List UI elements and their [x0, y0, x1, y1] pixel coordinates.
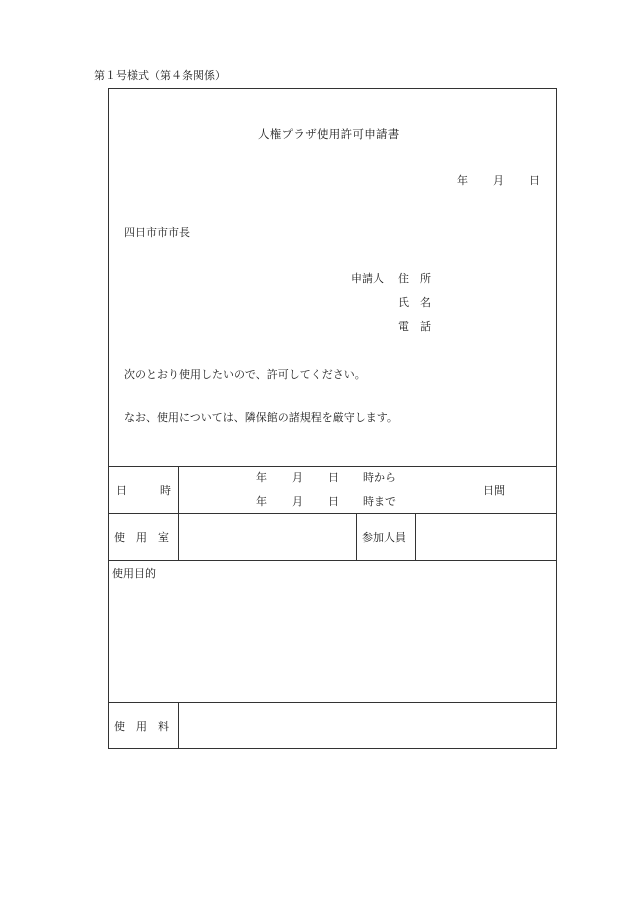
applicant-address-label: 住 所: [398, 272, 431, 285]
from-year: 年: [256, 471, 267, 484]
applicant-label: 申請人: [351, 272, 384, 285]
form-number: 第１号様式（第４条関係）: [94, 69, 226, 82]
date-month-label: 月: [493, 174, 504, 187]
fee-label: 使 用 料: [114, 720, 169, 733]
compliance-statement: なお、使用については、隣保館の諸規程を厳守します。: [124, 411, 398, 424]
attendees-right-rule: [415, 513, 416, 560]
attendees-label: 参加人員: [362, 531, 406, 544]
to-suffix: 時まで: [363, 495, 396, 508]
purpose-label: 使用目的: [112, 567, 156, 580]
purpose-row-bottom-rule: [108, 702, 557, 703]
date-day-label: 日: [529, 174, 540, 187]
applicant-phone-label: 電 話: [398, 320, 431, 333]
to-day: 日: [328, 495, 339, 508]
from-suffix: 時から: [363, 471, 396, 484]
table-top-rule: [108, 466, 557, 467]
addressee: 四日市市市長: [124, 226, 190, 239]
datetime-row-bottom-rule: [108, 513, 557, 514]
to-year: 年: [256, 495, 267, 508]
date-year-label: 年: [457, 174, 468, 187]
from-month: 月: [292, 471, 303, 484]
request-statement: 次のとおり使用したいので、許可してください。: [124, 368, 366, 381]
room-label: 使 用 室: [114, 531, 169, 544]
label-column-rule-2: [178, 702, 179, 749]
applicant-name-label: 氏 名: [398, 296, 431, 309]
room-row-bottom-rule: [108, 560, 557, 561]
attendees-left-rule: [356, 513, 357, 560]
form-title: 人権プラザ使用許可申請書: [258, 127, 400, 141]
days-label: 日間: [483, 484, 505, 497]
from-day: 日: [328, 471, 339, 484]
to-month: 月: [292, 495, 303, 508]
label-column-rule-1: [178, 466, 179, 560]
datetime-label: 日 時: [116, 484, 171, 497]
